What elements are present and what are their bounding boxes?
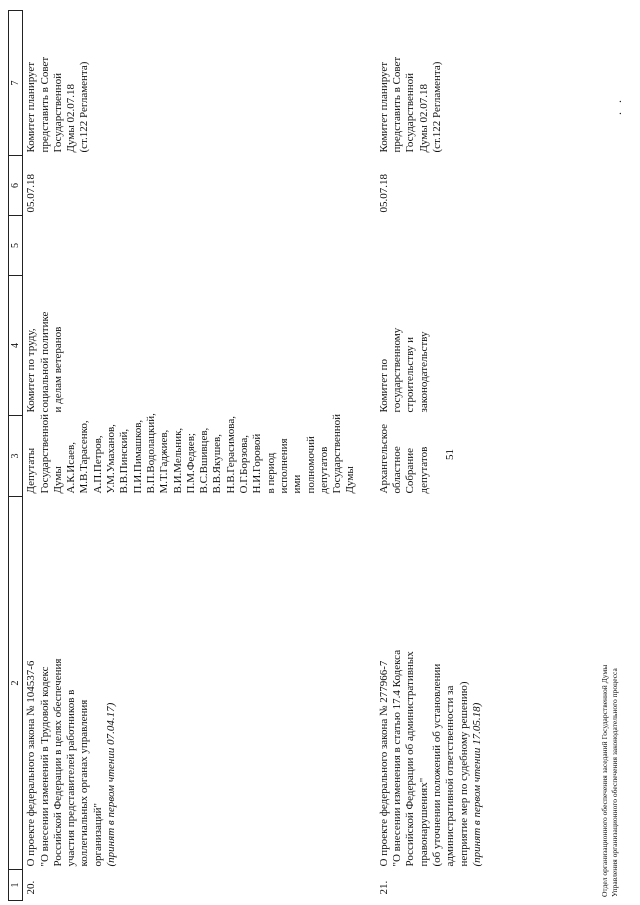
author-line: В.И.Мельник, <box>171 427 184 494</box>
plan-line: Комитет планирует <box>377 61 390 153</box>
plan-line: Государственной <box>51 72 64 153</box>
bill-title-line: Российской Федерации об административных <box>404 651 417 867</box>
footer-line: Отдел организационного обеспечения заседаний Государственной Думы <box>600 664 609 897</box>
bill-title-line: неприятие мер по судебному решению) <box>457 681 470 867</box>
bill-title <box>23 497 360 870</box>
bill-title-line: коллегиальных органах управления <box>78 699 91 867</box>
column-5-value <box>360 216 486 276</box>
author-line: В.В.Якушев, <box>211 434 224 494</box>
plan-line: Думы 02.07.18 <box>65 84 78 153</box>
author-line: исполнения ими <box>277 438 304 494</box>
plan-line: (ст.122 Регламента) <box>78 61 91 153</box>
column-5-value <box>23 216 360 276</box>
page-number: 51 <box>444 449 456 460</box>
plan-line: Государственной <box>404 72 417 153</box>
author-line: Государственной <box>38 413 51 494</box>
committee-line: Комитет по труду, <box>25 328 38 413</box>
row-number: 20. <box>25 880 38 895</box>
date-value: 05.07.18 <box>25 174 38 213</box>
table-body <box>23 11 486 901</box>
author-line: В.П.Водолацкий, <box>144 413 157 494</box>
committee-line: Комитет по <box>377 358 390 413</box>
author-line: М.Т.Гаджиев, <box>158 429 171 494</box>
plan-note <box>23 11 360 156</box>
committee-line: и делам ветеранов <box>51 326 64 413</box>
author-line: Государственной <box>331 413 344 494</box>
author-line: Н.И.Горовой <box>251 433 264 494</box>
committee-line: социальной политике <box>38 311 51 413</box>
bill-title-line: "О внесении изменения в статью 17.4 Кодекса <box>391 649 404 867</box>
committee-line: государственному <box>391 327 404 413</box>
committee-line: строительству и <box>404 336 417 413</box>
plan-note <box>360 11 486 156</box>
author-line: О.Г.Борзова, <box>238 435 251 494</box>
column-header: 6 <box>9 156 23 216</box>
bill-title-line: правонарушениях" <box>417 777 430 867</box>
author-line: полномочий <box>304 436 317 494</box>
bill-authors <box>360 416 486 497</box>
bills-table <box>8 10 486 901</box>
bill-authors <box>23 413 360 497</box>
bill-title-line: участия представителей работников в <box>65 689 78 867</box>
author-line: Н.В.Герасимова, <box>224 416 237 494</box>
author-line: Думы <box>51 466 64 494</box>
author-line: А.К.Исаев, <box>65 442 78 494</box>
author-line: П.И.Пимашков, <box>131 419 144 494</box>
table-header-row <box>9 11 23 901</box>
column-header: 4 <box>9 276 23 416</box>
bill-reading-note: (принят в первом чтении 07.04.17) <box>105 702 118 867</box>
author-line: областное Собрание <box>391 446 417 494</box>
bill-title-line: административной ответственности за <box>444 685 457 867</box>
author-line: П.М.Федяев; <box>184 433 197 494</box>
author-line: М.В.Тарасенко, <box>78 420 91 494</box>
author-line: А.П.Петров, <box>91 435 104 494</box>
column-header: 2 <box>9 497 23 870</box>
bill-title-line: О проекте федерального закона № 277966-7 <box>377 660 390 867</box>
bill-title-line: "О внесении изменений в Трудовой кодекс <box>38 666 51 867</box>
plan-line: Комитет планирует <box>25 61 38 153</box>
author-line: У.М.Умаханов, <box>105 424 118 494</box>
author-line: В.С.Вшивцев, <box>198 427 211 494</box>
author-line: Депутаты <box>25 447 38 494</box>
bill-title-line: (об уточнении положений об установлении <box>430 663 443 867</box>
committee-line: законодательству <box>417 331 430 413</box>
column-header: 1 <box>9 870 23 901</box>
table-row <box>360 11 486 901</box>
plan-line: представить в Совет <box>38 56 51 153</box>
column-header: 5 <box>9 216 23 276</box>
bill-title-line: О проекте федерального закона № 104537-6 <box>25 660 38 867</box>
responsible-committee <box>23 276 360 416</box>
author-line: Думы <box>344 466 357 494</box>
author-line: В.В.Пинский, <box>118 428 131 494</box>
author-line: депутатов <box>417 446 430 494</box>
row-number: 21. <box>377 880 390 895</box>
column-header: 7 <box>9 11 23 156</box>
column-header: 3 <box>9 416 23 497</box>
responsible-committee <box>360 276 486 416</box>
plan-line: (ст.122 Регламента) <box>430 61 443 153</box>
top-mark: . . <box>610 97 624 115</box>
author-line: депутатов <box>317 446 330 494</box>
author-line: в период <box>264 452 277 494</box>
date-value: 05.07.18 <box>377 174 390 213</box>
bill-reading-note: (принят в первом чтении 17.05.18) <box>470 702 483 867</box>
bill-title-line: организаций" <box>91 802 104 867</box>
footer-line: Управления организационного обеспечения законодательного процесса <box>610 668 619 897</box>
bill-title-line: Российской Федерации в целях обеспечения <box>51 658 64 867</box>
footer <box>600 665 620 897</box>
plan-line: Думы 02.07.18 <box>417 84 430 153</box>
plan-line: представить в Совет <box>391 56 404 153</box>
author-line: Архангельское <box>377 423 390 494</box>
table-row <box>23 11 360 901</box>
bill-title <box>360 497 486 870</box>
